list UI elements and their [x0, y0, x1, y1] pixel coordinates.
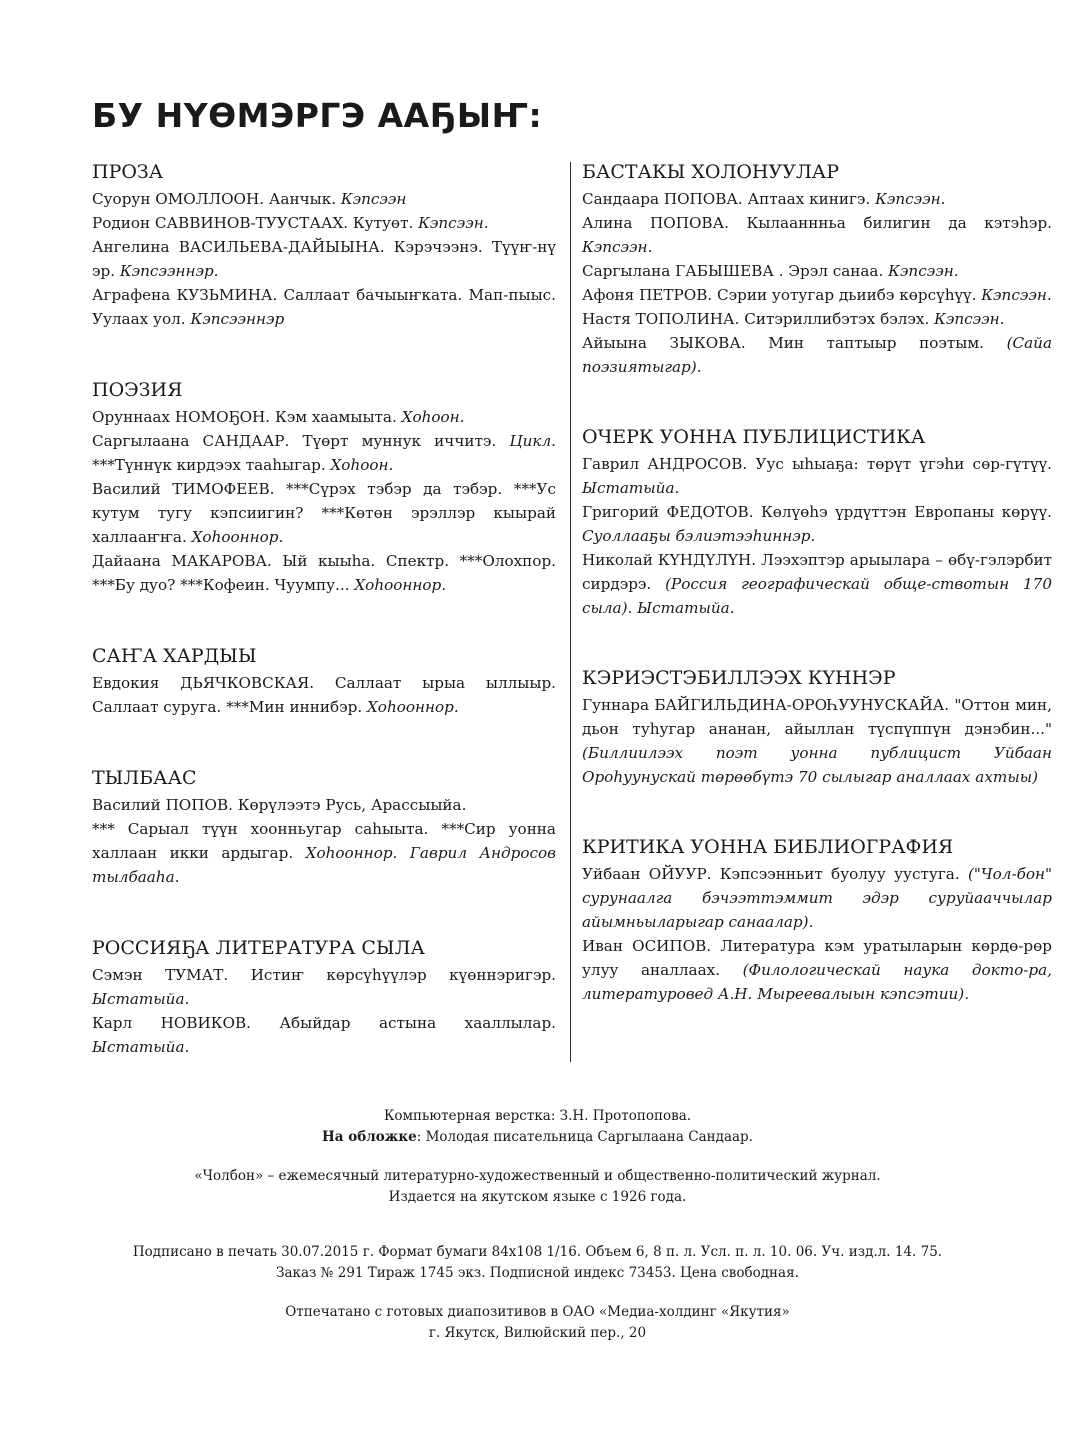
toc-entry: Саргылаана САНДААР. Түөрт муннук иччитэ. Цикл. ***Түннүк кирдээх тааһыгар. Хоһоон.	[92, 432, 556, 474]
toc-entry: Гуннара БАЙГИЛЬДИНА-ОРОҺУУНУСКАЙА. "Оттон мин, дьон туһугар ананан, айыллан түспүппүн дэнэбин..." (Биллиилээх поэт уонна публицист Уйбаан Ороһуунускай төрөөбүтэ 70 сылыгар аналлаах ахтыы)	[582, 696, 1052, 786]
cover-credit: На обложке: Молодая писательница Саргылаана Сандаар.	[322, 1129, 753, 1145]
toc-entry: Суорун ОМОЛЛООН. Аанчык. Кэпсээн	[92, 190, 407, 208]
toc-entry: Уйбаан ОЙУУР. Кэпсээнньит буолуу уустуга. ("Чол-бон" сурунаалга бэчээттэммит эдэр суруйааччылар айымньыларыгар санаалар).	[582, 865, 1052, 931]
toc-entry: Ангелина ВАСИЛЬЕВА-ДАЙЫЫНА. Кэрэчээнэ. Түүҥ-нү эр. Кэпсээннэр.	[92, 238, 556, 280]
toc-entry: Гаврил АНДРОСОВ. Уус ыһыаҕа: төрүт үгэһи сөр-гүтүү. Ыстатыйа.	[582, 455, 1052, 497]
toc-entry: Алина ПОПОВА. Кылааннньа билигин да кэтэһэр. Кэпсээн.	[582, 214, 1052, 256]
section-title: ПРОЗА	[92, 161, 164, 183]
section-title: БАСТАКЫ ХОЛОНУУЛАР	[582, 161, 839, 183]
toc-entry: Сэмэн ТУМАТ. Истиҥ көрсүһүүлэр күөннэригэр. Ыстатыйа.	[92, 966, 556, 1008]
section-kritika	[582, 835, 1052, 1006]
toc-entry: Карл НОВИКОВ. Абыйдар астына хааллылар. Ыстатыйа.	[92, 1014, 556, 1056]
section-sana-hardyy	[92, 644, 556, 719]
section-poeziya	[92, 378, 556, 597]
left-column	[92, 160, 556, 1106]
toc-entry: Настя ТОПОЛИНА. Ситэриллибэтэх бэлэх. Кэпсээн.	[582, 310, 1005, 328]
footer-journal-info	[0, 1166, 1075, 1208]
toc-entry: Иван ОСИПОВ. Литература кэм уратыларын көрдө-рөр улуу аналлаах. (Филологическай наука докто-ра, литературовед А.Н. Мыреевалыын кэпсэтии).	[582, 937, 1052, 1003]
toc-entry: Евдокия ДЬЯЧКОВСКАЯ. Саллаат ырыа ыллыыр. Саллаат суруга. ***Мин иннибэр. Хоһооннор.	[92, 674, 556, 716]
toc-entry: Василий ПОПОВ. Көрүлээтэ Русь, Арассыыйа.	[92, 796, 467, 814]
toc-entry: Афоня ПЕТРОВ. Сэрии уотугар дьиибэ көрсүһүү. Кэпсээн.	[582, 286, 1052, 304]
section-title: КРИТИКА УОННА БИБЛИОГРАФИЯ	[582, 836, 954, 858]
footer-print-info	[0, 1242, 1075, 1284]
order-details: Заказ № 291 Тираж 1745 экз. Подписной индекс 73453. Цена свободная.	[276, 1265, 799, 1281]
section-title: ОЧЕРК УОННА ПУБЛИЦИСТИКА	[582, 426, 926, 448]
toc-entry: Сандаара ПОПОВА. Аптаах кинигэ. Кэпсээн.	[582, 190, 946, 208]
toc-entry: Оруннаах НОМОҔОН. Кэм хаамыыта. Хоһоон.	[92, 408, 465, 426]
page-title: БУ НҮӨМЭРГЭ ААҔЫҤ:	[92, 96, 543, 135]
footer-printer	[0, 1302, 1075, 1344]
toc-entry: Айыына ЗЫКОВА. Мин таптыыр поэтым. (Сайа поэзиятыгар).	[582, 334, 1052, 376]
printer-name: Отпечатано с готовых диапозитивов в ОАО «Медиа-холдинг «Якутия»	[285, 1304, 790, 1320]
right-column	[582, 160, 1052, 1052]
section-keriestebilleeh	[582, 666, 1052, 789]
section-tylbaas	[92, 766, 556, 889]
section-ocherk	[582, 425, 1052, 620]
footer-credits	[0, 1106, 1075, 1148]
printer-address: г. Якутск, Вилюйский пер., 20	[428, 1325, 647, 1341]
section-rossiya-literatura	[92, 936, 556, 1059]
section-title: ПОЭЗИЯ	[92, 379, 183, 401]
section-title: САҤА ХАРДЫЫ	[92, 645, 257, 667]
section-bastaky-holonuular	[582, 160, 1052, 379]
toc-entry: Василий ТИМОФЕЕВ. ***Сүрэх тэбэр да тэбэр. ***Ус кутум тугу кэпсиигин? ***Көтөн эрэллэр кыырай халлааҥҥа. Хоһооннор.	[92, 480, 556, 546]
print-details: Подписано в печать 30.07.2015 г. Формат бумаги 84х108 1/16. Объем 6, 8 п. л. Усл. п. л. 10. 06. Уч. изд.л. 14. 75.	[132, 1244, 943, 1260]
section-title: РОССИЯҔА ЛИТЕРАТУРА СЫЛА	[92, 937, 425, 959]
section-title: ТЫЛБААС	[92, 767, 197, 789]
journal-description: «Чолбон» – ежемесячный литературно-художественный и общественно-политический журнал.	[194, 1168, 881, 1184]
section-title: КЭРИЭСТЭБИЛЛЭЭХ КҮННЭР	[582, 667, 896, 689]
toc-entry: Саргылана ГАБЫШЕВА . Эрэл санаа. Кэпсээн.	[582, 262, 959, 280]
toc-entry: Родион САВВИНОВ-ТУУСТААХ. Кутуөт. Кэпсээн.	[92, 214, 489, 232]
section-proza	[92, 160, 556, 331]
column-divider	[570, 162, 571, 1062]
toc-entry: Николай КҮНДҮЛҮН. Лээхэптэр арыылара – өбү-гэлэрбит сирдэрэ. (Россия географическай обще-ствотын 170 сыла). Ыстатыйа.	[582, 551, 1052, 617]
layout-credit: Компьютерная верстка: З.Н. Протопопова.	[383, 1108, 692, 1124]
toc-entry: Григорий ФЕДОТОВ. Көлүөһэ үрдүттэн Европаны көрүү. Суоллааҕы бэлиэтээһиннэр.	[582, 503, 1052, 545]
toc-entry: Дайаана МАКАРОВА. Ый кыыһа. Спектр. ***Олохпор. ***Бу дуо? ***Кофеин. Чуумпу... Хоһооннор.	[92, 552, 556, 594]
toc-entry: *** Сарыал түүн хоонньугар саһыыта. ***Сир уонна халлаан икки ардыгар. Хоһооннор. Гаврил Андросов тылбааһа.	[92, 820, 556, 886]
journal-language: Издается на якутском языке с 1926 года.	[388, 1189, 687, 1205]
toc-entry: Аграфена КУЗЬМИНА. Саллаат бачыыҥката. Мап-пыыс. Уулаах уол. Кэпсээннэр	[92, 286, 556, 328]
